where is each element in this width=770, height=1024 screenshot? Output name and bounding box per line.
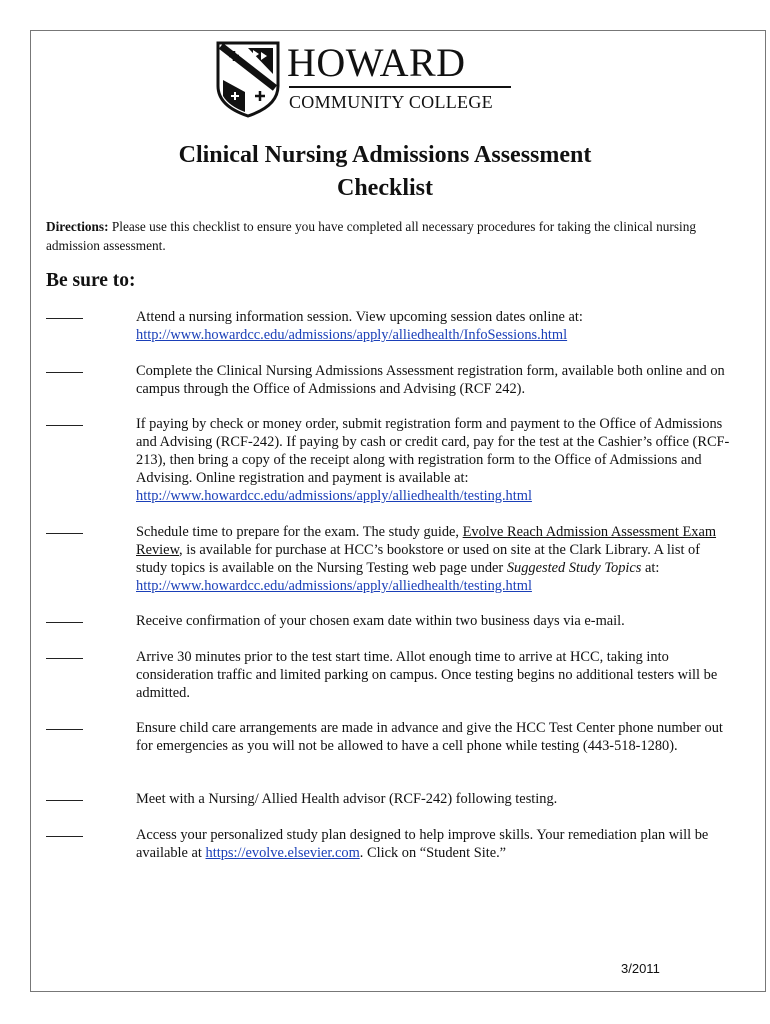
- logo-subtitle: COMMUNITY COLLEGE: [289, 92, 493, 112]
- college-logo: [215, 40, 515, 120]
- study-topics-label: Suggested Study Topics: [506, 560, 642, 576]
- item-text: If paying by check or money order, submit registration form and payment to the Office of Admissions and Advising (RCF-242). If paying by cash or credit card, pay for the test at the Cashier’s office (RCF-213), then bring a copy of the receipt along with registration form to the Office of Admissions and Advising. Online registration and payment is available at:: [136, 416, 730, 486]
- checklist-item-text: Ensure child care arrangements are made in advance and give the HCC Test Center phone number out for emergencies as you will not be allowed to have a cell phone while testing (443-518-1280).: [136, 720, 723, 754]
- directions-paragraph: [46, 217, 736, 255]
- testing-page-link[interactable]: http://www.howardcc.edu/admissions/apply/alliedhealth/testing.html: [136, 488, 532, 504]
- item-text: at:: [641, 560, 660, 576]
- checkbox-blank-line[interactable]: [46, 729, 83, 730]
- checklist-item-text: [136, 523, 734, 595]
- document-title-line-1: Clinical Nursing Admissions Assessment: [178, 142, 592, 168]
- checkbox-blank-line[interactable]: [46, 836, 83, 837]
- item-text: , is available for purchase at HCC’s bookstore or used on site at the Clark Library. A list of study topics is available on the Nursing Testing web page under: [136, 542, 701, 576]
- logo-name: HOWARD: [287, 40, 466, 85]
- checklist-item-text: Meet with a Nursing/ Allied Health advisor (RCF-242) following testing.: [136, 791, 558, 807]
- checkbox-blank-line[interactable]: [46, 800, 83, 801]
- checkbox-blank-line[interactable]: [46, 658, 83, 659]
- item-text: . Click on “Student Site.”: [359, 845, 507, 861]
- checkbox-blank-line[interactable]: [46, 425, 83, 426]
- directions-label: Directions:: [46, 219, 109, 234]
- checkbox-blank-line[interactable]: [46, 372, 83, 373]
- testing-page-link[interactable]: http://www.howardcc.edu/admissions/apply/alliedhealth/testing.html: [136, 578, 532, 594]
- checkbox-blank-line[interactable]: [46, 318, 83, 319]
- checklist-item-text: [136, 308, 734, 344]
- section-heading: Be sure to:: [46, 270, 136, 291]
- shield-crest-icon: [215, 40, 281, 118]
- checklist-item-text: [136, 826, 734, 862]
- logo-divider: [289, 86, 511, 88]
- item-text: Attend a nursing information session. View upcoming session dates online at:: [136, 309, 583, 325]
- checklist-item-text: Receive confirmation of your chosen exam date within two business days via e-mail.: [136, 613, 625, 629]
- evolve-link[interactable]: https://evolve.elsevier.com: [205, 845, 360, 861]
- item-text: Schedule time to prepare for the exam. The study guide,: [136, 524, 463, 540]
- item-text: Access your personalized study plan designed to help improve skills. Your remediation plan will be available at: [136, 827, 709, 861]
- info-sessions-link[interactable]: http://www.howardcc.edu/admissions/apply/alliedhealth/InfoSessions.html: [136, 327, 568, 343]
- revision-date: 3/2011: [621, 961, 660, 976]
- checklist-item-text: Arrive 30 minutes prior to the test start time. Allot enough time to arrive at HCC, taking into consideration traffic and limited parking on campus. Once testing begins no additional testers will be admitted.: [136, 649, 718, 701]
- study-guide-title: Evolve Reach Admission Assessment Exam Review: [136, 524, 717, 558]
- directions-text: Please use this checklist to ensure you have completed all necessary procedures for taking the clinical nursing admission assessment.: [46, 219, 696, 253]
- document-title-line-2: Checklist: [337, 175, 433, 201]
- checklist-item-text: [136, 415, 734, 505]
- checkbox-blank-line[interactable]: [46, 533, 83, 534]
- checkbox-blank-line[interactable]: [46, 622, 83, 623]
- checklist-item-text: Complete the Clinical Nursing Admissions Assessment registration form, available both online and on campus through the Office of Admissions and Advising (RCF 242).: [136, 363, 725, 397]
